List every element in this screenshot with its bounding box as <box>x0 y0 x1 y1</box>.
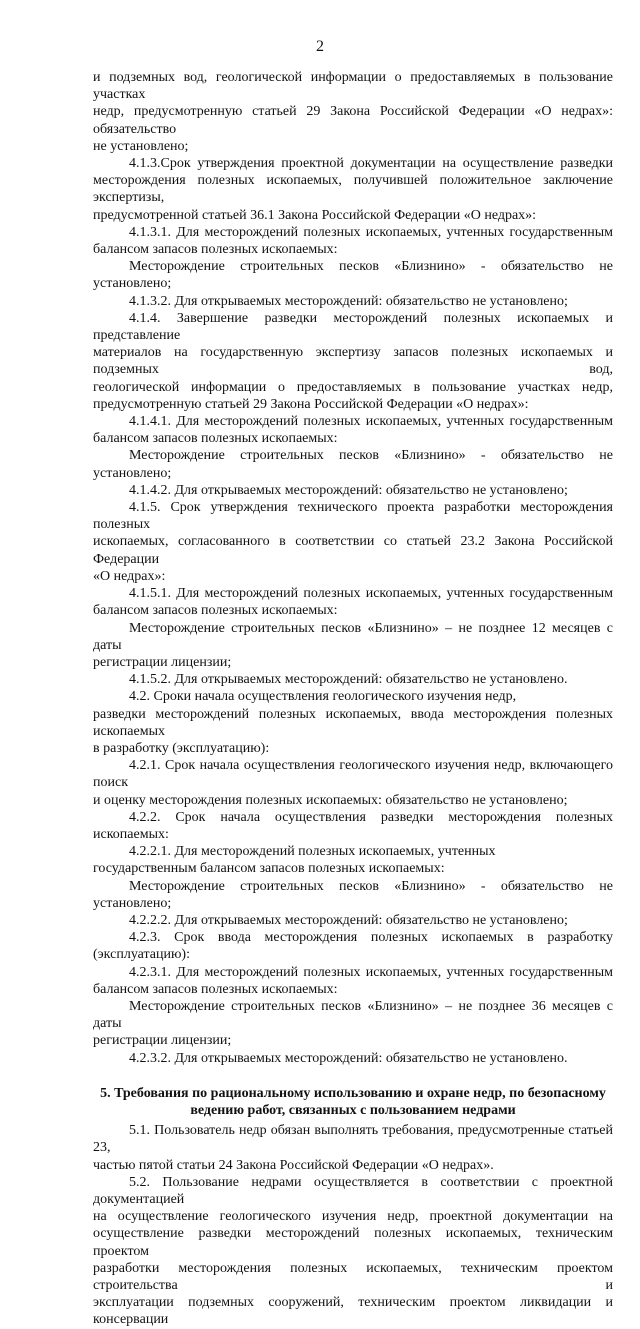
text-line: разведки месторождений полезных ископаемых, ввода месторождения полезных ископаемых <box>93 706 613 739</box>
text-line: Месторождение строительных песков «Близнино» - обязательство не установлено; <box>93 878 613 911</box>
text-line: регистрации лицензии; <box>93 1033 232 1049</box>
text-line: ископаемых, согласованного в соответствии со статьей 23.2 Закона Российской Федерации <box>93 534 613 567</box>
text-line: 4.2.3. Срок ввода месторождения полезных ископаемых в разработку (эксплуатацию): <box>93 930 613 963</box>
text-line: недр, предусмотренную статьей 29 Закона Российской Федерации «О недрах»: обязательство <box>93 104 613 137</box>
text-line: 4.2.2.1. Для месторождений полезных ископаемых, учтенных <box>129 844 496 860</box>
text-line: Месторождение строительных песков «Близнино» - обязательство не установлено; <box>93 448 613 481</box>
text-line: 4.2.3.2. Для открываемых месторождений: обязательство не установлено. <box>129 1050 568 1066</box>
text-line: 5.1. Пользователь недр обязан выполнять требования, предусмотренные статьей 23, <box>93 1123 613 1156</box>
section-4-text <box>93 69 613 1067</box>
text-line: геологической информации о предоставляемых в пользование участках недр, <box>93 379 613 395</box>
section-5-text <box>93 1122 613 1328</box>
text-line: 4.1.3.2. Для открываемых месторождений: обязательство не установлено; <box>129 293 568 309</box>
text-line: 4.2.2.2. Для открываемых месторождений: обязательство не установлено; <box>129 912 568 928</box>
text-line: не установлено; <box>93 138 189 154</box>
text-line: предусмотренной статьей 36.1 Закона Российской Федерации «О недрах»: <box>93 207 537 223</box>
text-line: балансом запасов полезных ископаемых: <box>93 431 338 447</box>
text-line: предусмотренную статьей 29 Закона Российской Федерации «О недрах»: <box>93 396 529 412</box>
text-line: и оценку месторождения полезных ископаемых: обязательство не установлено; <box>93 792 568 808</box>
text-line: 4.2.1. Срок начала осуществления геологического изучения недр, включающего поиск <box>93 758 613 791</box>
section-5-heading-line-1: 5. Требования по рациональному использованию и охране недр, по безопасному <box>100 1085 606 1101</box>
text-line: 4.1.3.1. Для месторождений полезных ископаемых, учтенных государственным <box>129 224 613 240</box>
text-line: балансом запасов полезных ископаемых: <box>93 242 338 258</box>
section-5-heading <box>93 1085 613 1119</box>
text-line: 4.1.4.1. Для месторождений полезных ископаемых, учтенных государственным <box>129 414 613 430</box>
text-line: 4.1.5.1. Для месторождений полезных ископаемых, учтенных государственным <box>129 586 613 602</box>
text-line: эксплуатации подземных сооружений, техническим проектом ликвидации и консервации <box>93 1295 613 1328</box>
text-line: материалов на государственную экспертизу запасов полезных ископаемых и подземных вод, <box>93 345 613 378</box>
text-line: 4.2.3.1. Для месторождений полезных ископаемых, учтенных государственным <box>129 964 613 980</box>
text-line: и подземных вод, геологической информации о предоставляемых в пользование участках <box>93 70 613 103</box>
text-line: частью пятой статьи 24 Закона Российской Федерации «О недрах». <box>93 1157 494 1173</box>
text-line: 4.1.3.Срок утверждения проектной документации на осуществление разведки <box>129 156 613 172</box>
text-line: 4.1.4.2. Для открываемых месторождений: обязательство не установлено; <box>129 482 568 498</box>
page-number: 2 <box>316 38 324 55</box>
text-line: 4.1.5.2. Для открываемых месторождений: обязательство не установлено. <box>129 672 568 688</box>
text-line: 4.2. Сроки начала осуществления геологического изучения недр, <box>129 689 517 705</box>
text-line: разработки месторождения полезных ископаемых, техническим проектом строительства и <box>93 1260 613 1294</box>
text-line: осуществление разведки месторождений полезных ископаемых, техническим проектом <box>93 1226 613 1259</box>
text-line: 5.2. Пользование недрами осуществляется в соответствии с проектной документацией <box>93 1174 613 1207</box>
text-line: в разработку (эксплуатацию): <box>93 740 270 756</box>
text-line: 4.1.4. Завершение разведки месторождений полезных ископаемых и представление <box>93 310 613 344</box>
text-line: 4.2.2. Срок начала осуществления разведки месторождения полезных ископаемых: <box>93 809 613 842</box>
text-line: Месторождение строительных песков «Близнино» – не позднее 12 месяцев с даты <box>93 620 613 653</box>
text-line: государственным балансом запасов полезных ископаемых: <box>93 861 445 877</box>
text-line: балансом запасов полезных ископаемых: <box>93 981 338 997</box>
text-line: регистрации лицензии; <box>93 654 232 670</box>
text-line: «О недрах»: <box>93 568 166 584</box>
text-line: балансом запасов полезных ископаемых: <box>93 603 338 619</box>
text-line: 4.1.5. Срок утверждения технического проекта разработки месторождения полезных <box>93 500 613 533</box>
text-line: месторождения полезных ископаемых, получившей положительное заключение экспертизы, <box>93 173 613 206</box>
text-line: Месторождение строительных песков «Близнино» – не позднее 36 месяцев с даты <box>93 998 613 1032</box>
text-line: на осуществление геологического изучения недр, проектной документации на <box>93 1209 613 1225</box>
text-line: Месторождение строительных песков «Близнино» - обязательство не установлено; <box>93 259 613 292</box>
document-body <box>93 69 613 1329</box>
section-5-heading-line-2: ведению работ, связанных с пользованием недрами <box>190 1102 516 1118</box>
